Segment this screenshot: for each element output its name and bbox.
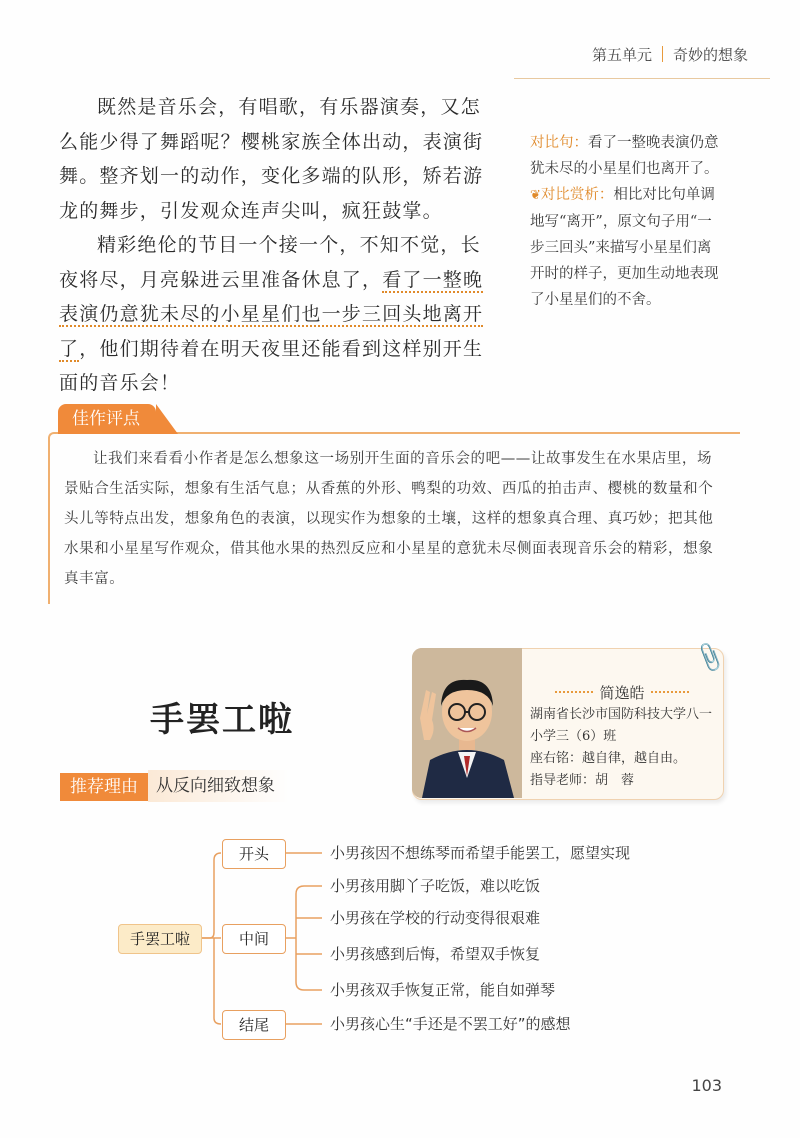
unit-topic: 奇妙的想象 (672, 46, 748, 64)
mindmap-branch-beginning: 开头 (222, 839, 286, 869)
mindmap-leaf: 小男孩心生“手还是不罢工好”的感想 (330, 1015, 571, 1033)
comments-text: 让我们来看看小作者是怎么想象这一场别开生面的音乐会的吧——让故事发生在水果店里，场景贴合生活实际，想象有生活气息；从香蕉的外形、鸭梨的功效、西瓜的拍击声、樱桃的数量和个头儿等特点出发，想象角色的表演，以现实作为想象的土壤，这样的想象真合理、真巧妙；把其他水果和小星星写作观众，借其他水果的热烈反应和小星星的意犹未尽侧面表现音乐会的精彩，想象真丰富。 (64, 451, 714, 587)
author-motto: 座右铭：越自律，越自由。 (530, 751, 687, 766)
mindmap-root: 手罢工啦 (118, 924, 202, 954)
reason-text: 从反向细致想象 (148, 770, 289, 802)
mindmap-branch-ending: 结尾 (222, 1010, 286, 1040)
highlighted-sentence: 看了一整晚表演仍意犹未尽的小星星们也一步三回头地离开了 (59, 268, 484, 360)
comments-tab: 佳作评点 (58, 404, 156, 434)
page-number: 103 (691, 1076, 722, 1095)
paragraph-2: 精彩绝伦的节目一个接一个，不知不觉，长夜将尽，月亮躲进云里准备休息了，看了一整晚表演仍意犹未尽的小星星们也一步三回头地离开了，他们期待着在明天夜里还能看到这样别开生面的音乐会！ (59, 234, 484, 394)
mindmap-branch-middle: 中间 (222, 924, 286, 954)
contrast-sentence: 对比句：看了一整晚表演仍意犹未尽的小星星们也离开了。 (530, 135, 719, 177)
contrast-analysis: ❦对比赏析：相比对比句单调地写“离开”，原文句子用“一步三回头”来描写小星星们离开时的样子，更加生动地表现了小星星们的不舍。 (530, 187, 719, 308)
author-school: 湖南省长沙市国防科技大学八一小学三（6）班 (530, 707, 713, 744)
author-name: 简逸皓 (599, 684, 645, 702)
mindmap-leaf: 小男孩双手恢复正常，能自如弹琴 (330, 981, 556, 999)
paragraph-1: 既然是音乐会，有唱歌，有乐器演奏，又怎么能少得了舞蹈呢？樱桃家族全体出动，表演街舞。整齐划一的动作，变化多端的队形，矫若游龙的舞步，引发观众连声尖叫，疯狂鼓掌。 (59, 96, 484, 222)
leaf-icon: ❦ (530, 188, 541, 203)
mindmap-leaf: 小男孩在学校的行动变得很艰难 (330, 909, 541, 927)
mindmap-leaf: 小男孩用脚丫子吃饭，难以吃饭 (330, 877, 541, 895)
paperclip-icon: 📎 (692, 642, 727, 675)
mindmap-leaf: 小男孩因不想练琴而希望手能罢工，愿望实现 (330, 844, 631, 862)
reason-tab: 推荐理由 (60, 773, 148, 801)
essay-title: 手罢工啦 (150, 700, 294, 740)
author-teacher: 指导老师：胡 蓉 (530, 773, 635, 788)
mindmap-leaf: 小男孩感到后悔，希望双手恢复 (330, 945, 541, 963)
unit-label: 第五单元 (591, 46, 652, 64)
